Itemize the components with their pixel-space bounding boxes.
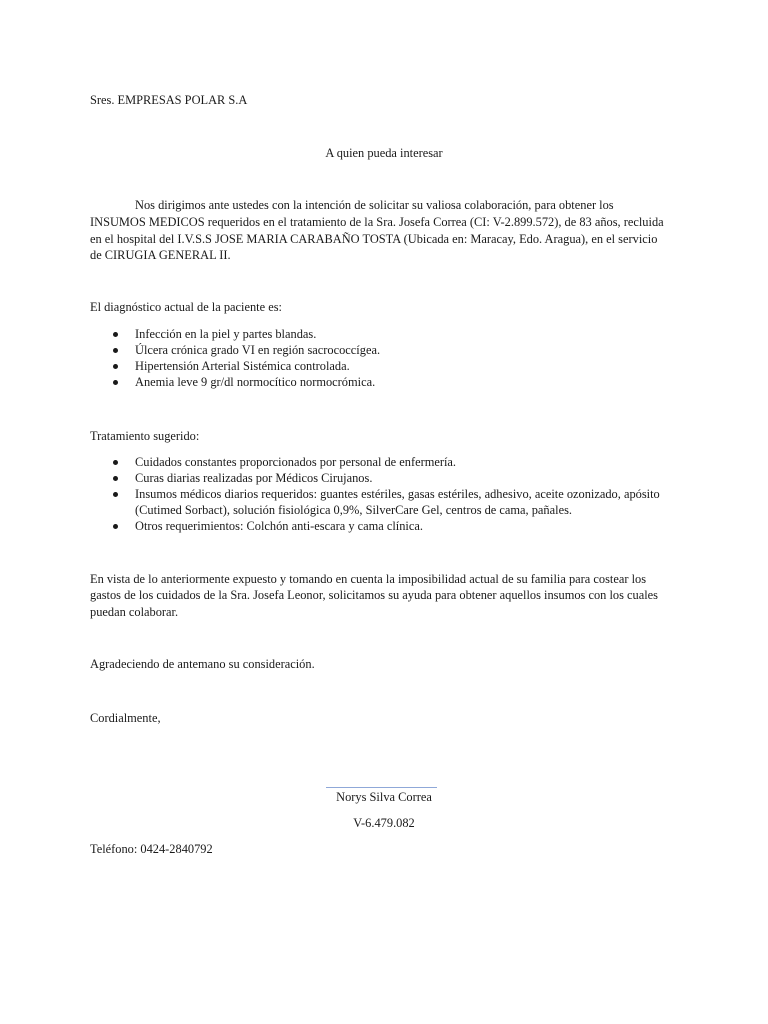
list-item-text: Insumos médicos diarios requeridos: guantes estériles, gasas estériles, adhesivo, aceite ozonizado, apósito [135,487,660,501]
signature-line [326,787,437,788]
list-item-text: Cuidados constantes proporcionados por personal de enfermería. [135,455,457,469]
bullet-icon [113,364,118,369]
list-item-text: Otros requerimientos: Colchón anti-escara y cama clínica. [135,519,423,533]
list-item-text: Anemia leve 9 gr/dl normocítico normocrómica. [135,375,376,389]
list-item-continuation [90,502,680,518]
thanks-line: Agradeciendo de antemano su consideración. [90,657,315,671]
intro-line [90,197,614,213]
list-item [90,374,680,390]
list-item [90,470,680,486]
intro-line-text: Nos dirigimos ante ustedes con la intención de solicitar su valiosa colaboración, para obtener los [135,198,614,212]
bullet-icon [113,492,118,497]
intro-line: en el hospital del I.V.S.S JOSE MARIA CARABAÑO TOSTA (Ubicada en: Maracay, Edo. Aragua), en el servicio [90,232,658,246]
treatment-list [90,454,680,534]
list-item-text: Hipertensión Arterial Sistémica controlada. [135,359,350,373]
bullet-icon [113,476,118,481]
sign-off: Cordialmente, [90,711,161,725]
intro-line: de CIRUGIA GENERAL II. [90,248,231,262]
list-item [90,518,680,534]
salutation: A quien pueda interesar [325,146,443,160]
list-item [90,326,680,342]
signer-name: Norys Silva Correa [336,790,432,804]
list-item-text: (Cutimed Sorbact), solución fisiológica 0,9%, SilverCare Gel, centros de cama, pañales. [135,503,572,517]
closing-line: gastos de los cuidados de la Sra. Josefa Leonor, solicitamos su ayuda para obtener aquellos insumos con los cuales [90,588,658,602]
bullet-icon [113,348,118,353]
list-item [90,486,680,502]
bullet-icon [113,524,118,529]
closing-line: puedan colaborar. [90,605,179,619]
list-item-text: Curas diarias realizadas por Médicos Cirujanos. [135,471,373,485]
bullet-icon [113,332,118,337]
recipient-line: Sres. EMPRESAS POLAR S.A [90,93,248,107]
list-item [90,358,680,374]
treatment-heading: Tratamiento sugerido: [90,429,200,443]
diagnosis-heading: El diagnóstico actual de la paciente es: [90,300,282,314]
signer-id: V-6.479.082 [353,816,415,830]
diagnosis-list [90,326,680,390]
list-item [90,342,680,358]
phone-line: Teléfono: 0424-2840792 [90,842,213,856]
list-item-text: Infección en la piel y partes blandas. [135,327,317,341]
list-item [90,454,680,470]
list-item-text: Úlcera crónica grado VI en región sacrococcígea. [135,343,381,357]
intro-line: INSUMOS MEDICOS requeridos en el tratamiento de la Sra. Josefa Correa (CI: V-2.899.572), de 83 años, recluida [90,215,664,229]
bullet-icon [113,380,118,385]
closing-line: En vista de lo anteriormente expuesto y tomando en cuenta la imposibilidad actual de su familia para costear los [90,572,647,586]
bullet-icon [113,460,118,465]
